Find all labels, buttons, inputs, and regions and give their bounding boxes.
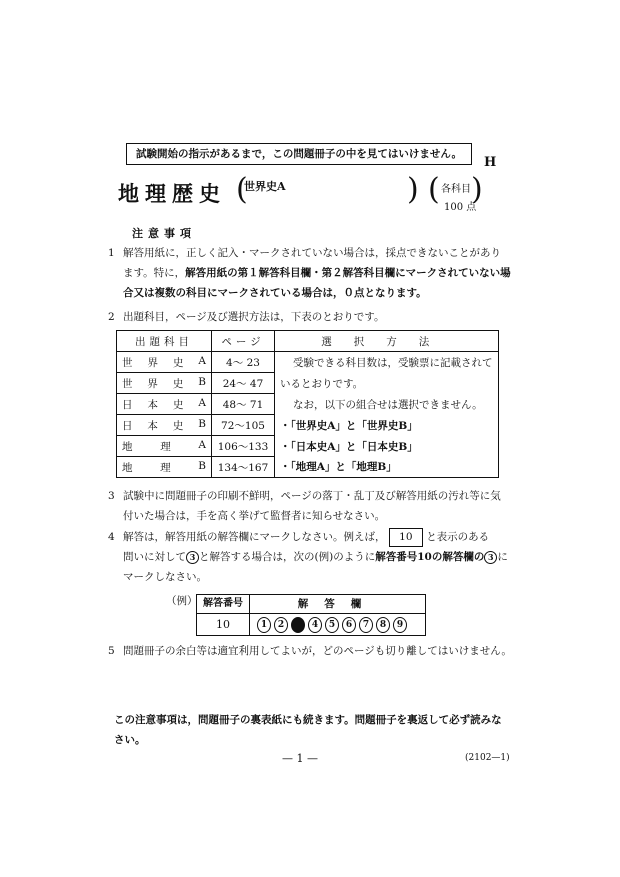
- note-text: 問いに対して: [123, 551, 186, 563]
- answer-bubble: 7: [359, 617, 373, 633]
- subject-name: 世界史A: [244, 180, 286, 193]
- answer-bubble: 6: [342, 617, 356, 633]
- note-number: 3: [108, 490, 115, 502]
- page-number: — 1 —: [282, 752, 318, 765]
- note-emphasis: 解答番号10の解答欄の: [375, 551, 485, 563]
- answer-bubble: 4: [308, 617, 322, 633]
- subject-bracket-right: ): [407, 172, 419, 207]
- table-row: 地 理 B 134〜167 ・「地理A」と「地理B」: [117, 457, 499, 478]
- continuation-note: この注意事項は，問題冊子の裏表紙にも続きます。問題冊子を裏返して必ず読みな さい。: [114, 714, 502, 746]
- answer-bubble: 2: [274, 617, 288, 633]
- selection-text: なお，以下の組合せは選択できません。: [275, 394, 499, 415]
- column-header-selection: 選択方法: [275, 331, 499, 352]
- note-text: 解答用紙に，正しく記入・マークされていない場合は，採点できないことがあり: [123, 247, 501, 259]
- table-header-row: [117, 331, 499, 352]
- answer-bubble: 5: [325, 617, 339, 633]
- note-item-3: [108, 486, 501, 526]
- page-range: 48〜 71: [212, 394, 275, 415]
- answer-column-header: 解答欄: [250, 595, 425, 614]
- selection-text: いるとおりです。: [275, 373, 499, 394]
- note-emphasis: 合又は複数の科目にマークされている場合は，０点となります。: [123, 287, 427, 299]
- note-text: 問題冊子の余白等は適宜利用してよいが，どのページも切り離してはいけません。: [123, 645, 512, 657]
- page-range: 72〜105: [212, 415, 275, 436]
- subject-bracket-left: (: [236, 172, 248, 207]
- note-text: と表示のある: [426, 531, 490, 543]
- notes-heading: 注意事項: [132, 227, 196, 240]
- answer-bubble: 8: [376, 617, 390, 633]
- note-item-4: [108, 527, 508, 587]
- note-text: に: [497, 551, 508, 563]
- answer-number: 10: [197, 614, 250, 635]
- question-number-box: 10: [389, 528, 423, 547]
- selection-combo: ・「世界史A」と「世界史B」: [275, 415, 499, 436]
- page-range: 4〜 23: [212, 352, 275, 373]
- table-row: 世 界 史 A 4〜 23 受験できる科目数は，受験票に記載されて: [117, 352, 499, 373]
- note-number: 2: [108, 311, 115, 323]
- column-header-pages: ページ: [212, 331, 275, 352]
- subject-table: [116, 330, 499, 478]
- note-number: 1: [108, 247, 115, 259]
- note-number: 5: [108, 645, 115, 657]
- answer-number-header: 解答番号: [197, 595, 250, 614]
- answer-bubble: 1: [257, 617, 271, 633]
- note-number: 4: [108, 531, 115, 543]
- selection-text: 受験できる科目数は，受験票に記載されて: [275, 352, 499, 373]
- version-letter: H: [484, 155, 497, 170]
- selection-combo: ・「地理A」と「地理B」: [275, 457, 499, 478]
- note-text: と解答する場合は，次の(例)のように: [199, 551, 376, 563]
- circled-three-icon: 3: [484, 551, 497, 564]
- note-text: 出題科目，ページ及び選択方法は，下表のとおりです。: [123, 311, 385, 323]
- page-range: 24〜 47: [212, 373, 275, 394]
- points-paren-right: ): [471, 172, 483, 207]
- points-label: 各科目: [441, 184, 471, 195]
- points-paren-left: (: [428, 172, 440, 207]
- note-text: 試験中に問題冊子の印刷不鮮明，ページの落丁・乱丁及び解答用紙の汚れ等に気: [123, 490, 501, 502]
- page-range: 106〜133: [212, 436, 275, 457]
- column-header-subject: 出題科目: [117, 331, 212, 352]
- table-row: 地 理 A 106〜133 ・「日本史A」と「日本史B」: [117, 436, 499, 457]
- table-row: 日 本 史 A 48〜 71 なお，以下の組合せは選択できません。: [117, 394, 499, 415]
- example-answer-grid: [196, 594, 426, 636]
- exam-notice-box: 試験開始の指示があるまで，この問題冊子の中を見てはいけません。: [126, 143, 472, 165]
- page-code: (2102—1): [465, 753, 510, 763]
- table-row: 日 本 史 B 72〜105 ・「世界史A」と「世界史B」: [117, 415, 499, 436]
- page-range: 134〜167: [212, 457, 275, 478]
- page-title: 地理歴史: [118, 181, 226, 206]
- answer-bubbles: [257, 617, 407, 633]
- circled-three-icon: 3: [186, 551, 199, 564]
- selection-combo: ・「日本史A」と「日本史B」: [275, 436, 499, 457]
- note-text: 付いた場合は，手を高く挙げて監督者に知らせなさい。: [123, 510, 386, 522]
- note-text: 解答は，解答用紙の解答欄にマークしなさい。例えば，: [123, 531, 386, 543]
- example-label: （例）: [166, 595, 198, 607]
- answer-bubble: 9: [393, 617, 407, 633]
- note-item-2: [108, 307, 384, 327]
- note-emphasis: 解答用紙の第１解答科目欄・第２解答科目欄にマークされていない場: [185, 267, 511, 279]
- note-text: ます。特に，: [123, 267, 186, 279]
- table-row: 世 界 史 B 24〜 47 いるとおりです。: [117, 373, 499, 394]
- points-value: 100 点: [444, 202, 477, 213]
- note-item-5: [108, 641, 512, 661]
- answer-bubble-filled: [291, 617, 305, 633]
- note-text: マークしなさい。: [123, 571, 207, 583]
- note-item-1: [108, 243, 511, 303]
